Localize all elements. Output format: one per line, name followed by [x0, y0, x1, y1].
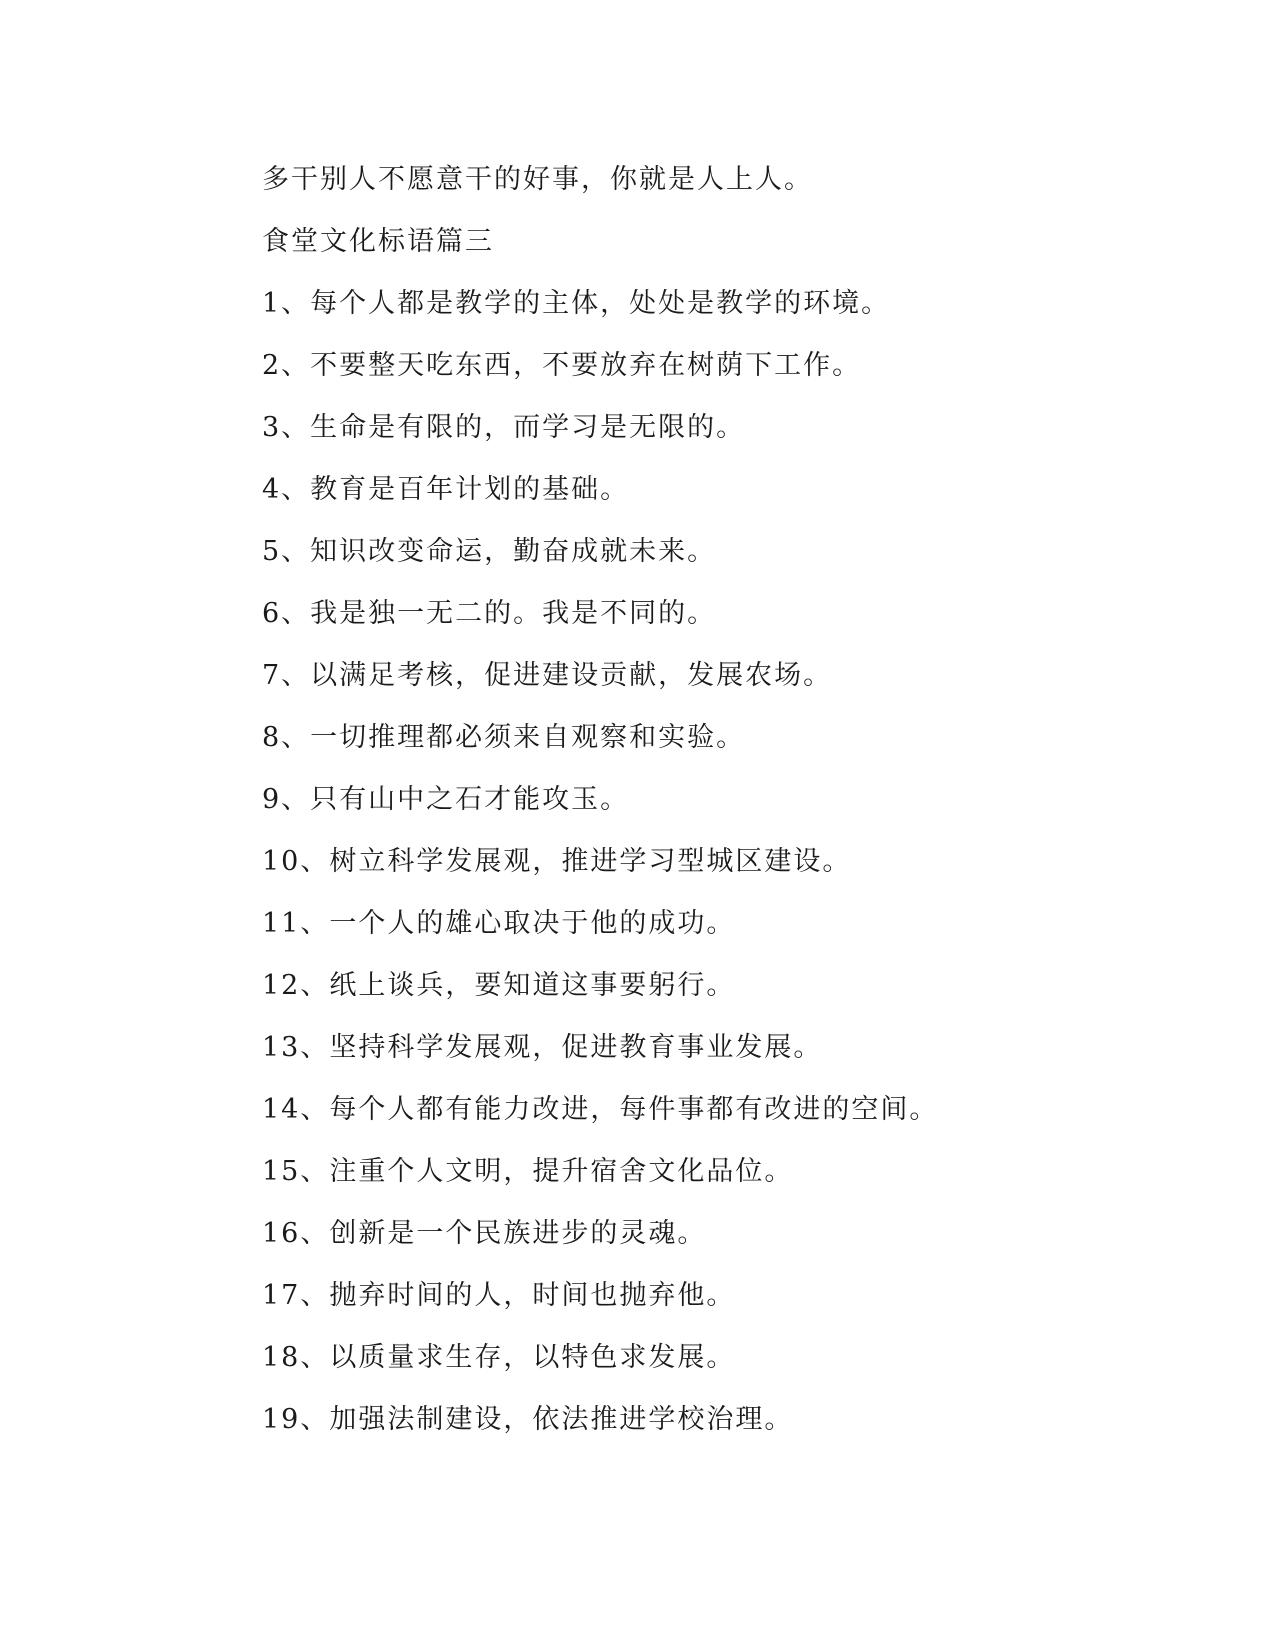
- list-item: 16、创新是一个民族进步的灵魂。: [262, 1218, 707, 1249]
- list-item: 2、不要整天吃东西，不要放弃在树荫下工作。: [262, 350, 862, 381]
- intro-line: 多干别人不愿意干的好事，你就是人上人。: [262, 164, 813, 195]
- list-item: 8、一切推理都必须来自观察和实验。: [262, 722, 746, 753]
- list-item: 15、注重个人文明，提升宿舍文化品位。: [262, 1156, 794, 1187]
- list-item: 3、生命是有限的，而学习是无限的。: [262, 412, 746, 443]
- list-item: 12、纸上谈兵，要知道这事要躬行。: [262, 970, 736, 1001]
- list-item: 14、每个人都有能力改进，每件事都有改进的空间。: [262, 1094, 939, 1125]
- list-item: 10、树立科学发展观，推进学习型城区建设。: [262, 846, 852, 877]
- list-item: 1、每个人都是教学的主体，处处是教学的环境。: [262, 288, 891, 319]
- list-item: 4、教育是百年计划的基础。: [262, 474, 630, 505]
- list-item: 13、坚持科学发展观，促进教育事业发展。: [262, 1032, 823, 1063]
- list-item: 18、以质量求生存，以特色求发展。: [262, 1342, 736, 1373]
- list-item: 11、一个人的雄心取决于他的成功。: [262, 908, 736, 939]
- section-heading: 食堂文化标语篇三: [262, 226, 494, 257]
- list-item: 19、加强法制建设，依法推进学校治理。: [262, 1404, 794, 1435]
- list-item: 17、抛弃时间的人，时间也抛弃他。: [262, 1280, 736, 1311]
- list-item: 7、以满足考核，促进建设贡献，发展农场。: [262, 660, 833, 691]
- list-item: 9、只有山中之石才能攻玉。: [262, 784, 630, 815]
- list-item: 5、知识改变命运，勤奋成就未来。: [262, 536, 717, 567]
- document-body: [262, 162, 1162, 1464]
- list-item: 6、我是独一无二的。我是不同的。: [262, 598, 717, 629]
